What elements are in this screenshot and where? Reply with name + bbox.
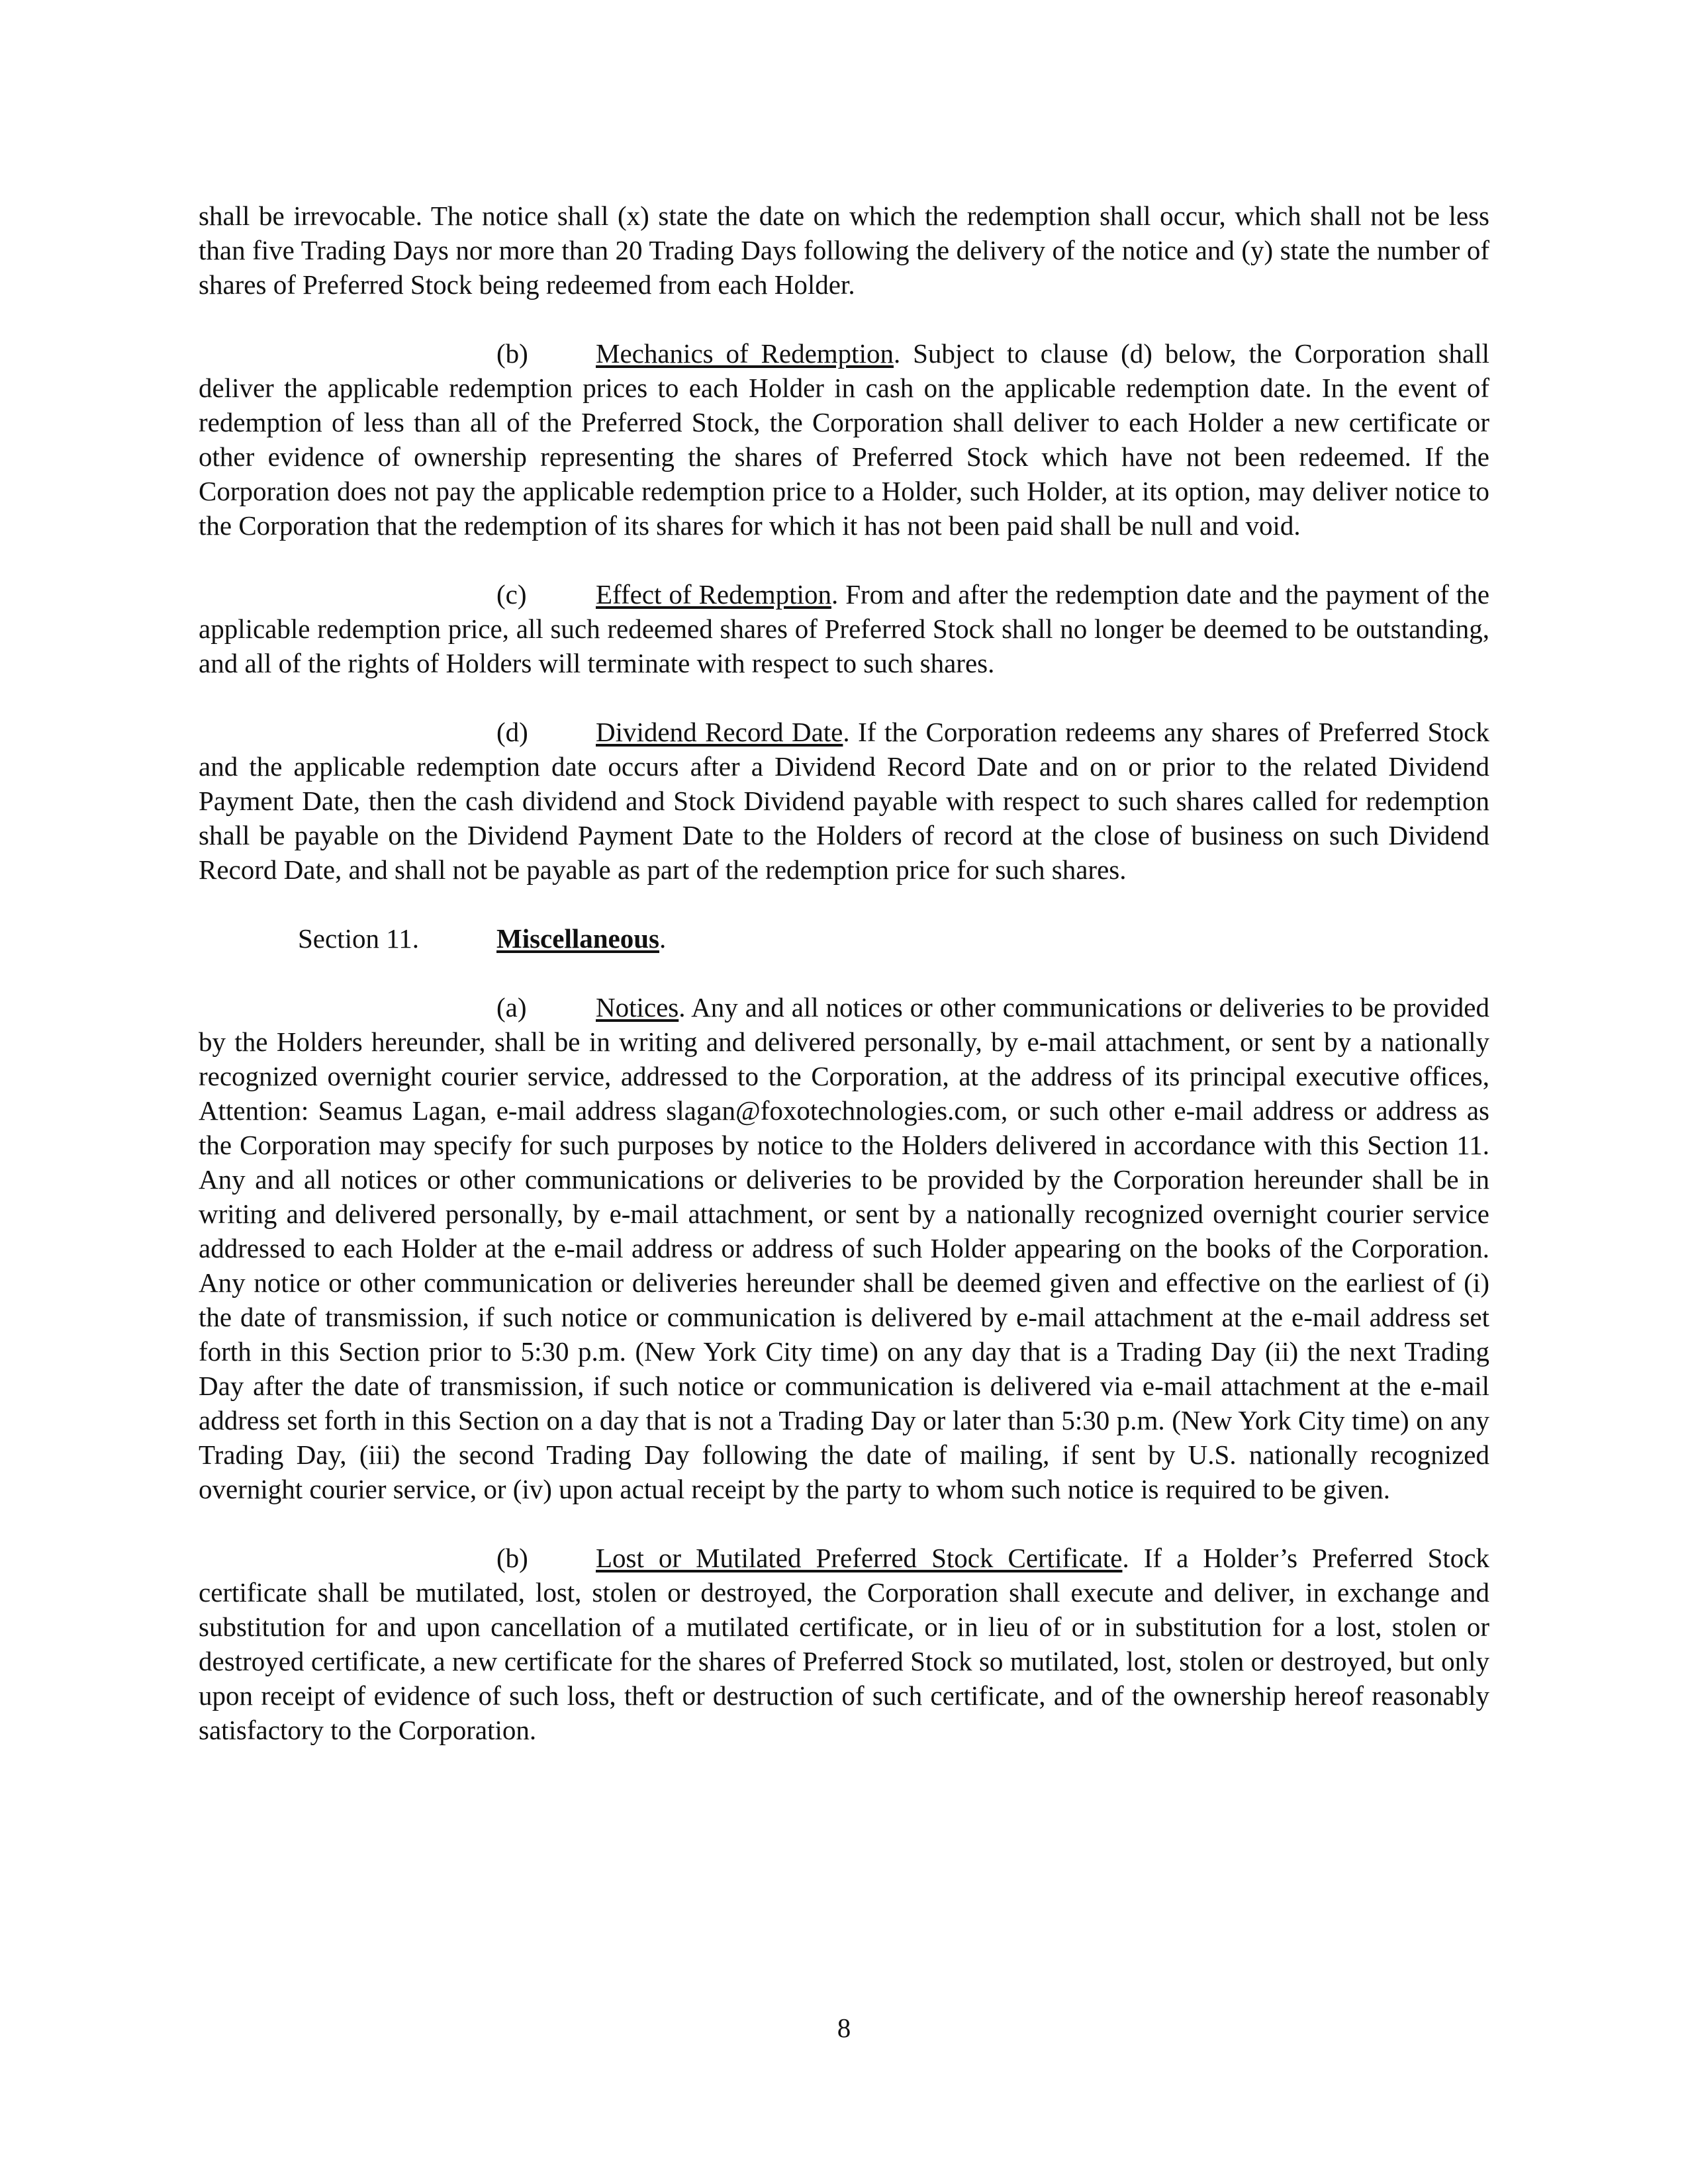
clause-label: (b) bbox=[496, 338, 528, 369]
clause-text: Subject to clause (d) below, the Corporation shall deliver the applicable redemption prices to each Holder in cash on the applicable redemption date. In the event of redemption of less than all of the Preferred Stock, the Corporation shall deliver to each Holder a new certificate or other evidence of ownership representing the shares of Preferred Stock which have not been redeemed. If the Corporation does not pay the applicable redemption price to a Holder, such Holder, at its option, may deliver notice to the Corporation that the redemption of its shares for which it has not been paid shall be null and void. bbox=[199, 338, 1489, 541]
clause-11a-notices: (a) Notices. Any and all notices or other communications or deliveries to be provided by the Holders hereunder, shall be in writing and delivered personally, by e-mail attachment, or sent by a nationally recognized overnight courier service, addressed to the Corporation, at the address of its principal executive offices, Attention: Seamus Lagan, e-mail address slagan@foxotechnologies.com, or such other e-mail address or address as the Corporation may specify for such purposes by notice to the Holders delivered in accordance with this Section 11. Any and all notices or other communications or deliveries to be provided by the Corporation hereunder shall be in writing and delivered personally, by e-mail attachment, or sent by a nationally recognized overnight courier service addressed to each Holder at the e-mail address or address of such Holder appearing on the books of the Corporation. Any notice or other communication or deliveries hereunder shall be deemed given and effective on the earliest of (i) the date of transmission, if such notice or communication is delivered by e-mail attachment at the e-mail address set forth in this Section prior to 5:30 p.m. (New York City time) on any day that is a Trading Day (ii) the next Trading Day after the date of transmission, if such notice or communication is delivered via e-mail attachment at the e-mail address set forth in this Section on a day that is not a Trading Day or later than 5:30 p.m. (New York City time) on any Trading Day, (iii) the second Trading Day following the date of mailing, if sent by U.S. nationally recognized overnight courier service, or (iv) upon actual receipt by the party to whom such notice is required to be given. bbox=[199, 990, 1489, 1506]
section-title: Miscellaneous bbox=[496, 923, 659, 954]
intro-paragraph: shall be irrevocable. The notice shall (x) state the date on which the redemption shall occur, which shall not be less than five Trading Days nor more than 20 Trading Days following the delivery of the notice and (y) state the number of shares of Preferred Stock being redeemed from each Holder. bbox=[199, 201, 1489, 300]
page-number: 8 bbox=[837, 2013, 851, 2043]
clause-10b-mechanics-of-redemption: (b) Mechanics of Redemption. Subject to clause (d) below, the Corporation shall deliver the applicable redemption prices to each Holder in cash on the applicable redemption date. In the event of redemption of less than all of the Preferred Stock, the Corporation shall deliver to each Holder a new certificate or other evidence of ownership representing the shares of Preferred Stock which have not been redeemed. If the Corporation does not pay the applicable redemption price to a Holder, such Holder, at its option, may deliver notice to the Corporation that the redemption of its shares for which it has not been paid shall be null and void. bbox=[199, 336, 1489, 543]
clause-label: (c) bbox=[496, 579, 527, 610]
section-11-heading: Section 11. Miscellaneous. bbox=[199, 921, 1489, 956]
document-page bbox=[199, 199, 1489, 1747]
clause-label: (a) bbox=[496, 992, 527, 1023]
clause-heading: Mechanics of Redemption bbox=[596, 338, 894, 369]
clause-text: If a Holder’s Preferred Stock certificate shall be mutilated, lost, stolen or destroyed, the Corporation shall execute and deliver, in exchange and substitution for and upon cancellation of a mutilated certificate, or in lieu of or in substitution for a lost, stolen or destroyed certificate, a new certificate for the shares of Preferred Stock so mutilated, lost, stolen or destroyed, but only upon receipt of evidence of such loss, theft or destruction of such certificate, and of the ownership hereof reasonably satisfactory to the Corporation. bbox=[199, 1543, 1490, 1745]
clause-10d-dividend-record-date: (d) Dividend Record Date. If the Corporation redeems any shares of Preferred Stock and the applicable redemption date occurs after a Dividend Record Date and on or prior to the related Dividend Payment Date, then the cash dividend and Stock Dividend payable with respect to such shares called for redemption shall be payable on the Dividend Payment Date to the Holders of record at the close of business on such Dividend Record Date, and shall not be payable as part of the redemption price for such shares. bbox=[199, 715, 1489, 887]
section-number: Section 11. bbox=[298, 923, 419, 954]
clause-heading: Notices bbox=[596, 992, 679, 1023]
clause-label: (d) bbox=[496, 717, 528, 747]
clause-text: If the Corporation redeems any shares of Preferred Stock and the applicable redemption date occurs after a Dividend Record Date and on or prior to the related Dividend Payment Date, then the cash dividend and Stock Dividend payable with respect to such shares called for redemption shall be payable on the Dividend Payment Date to the Holders of record at the close of business on such Dividend Record Date, and shall not be payable as part of the redemption price for such shares. bbox=[199, 717, 1490, 885]
clause-heading: Effect of Redemption bbox=[596, 579, 831, 610]
clause-10c-effect-of-redemption: (c) Effect of Redemption. From and after the redemption date and the payment of the applicable redemption price, all such redeemed shares of Preferred Stock shall no longer be deemed to be outstanding, and all of the rights of Holders will terminate with respect to such shares. bbox=[199, 577, 1489, 680]
clause-label: (b) bbox=[496, 1543, 528, 1573]
clause-heading: Dividend Record Date bbox=[596, 717, 843, 747]
clause-11b-lost-certificate: (b) Lost or Mutilated Preferred Stock Certificate. If a Holder’s Preferred Stock certificate shall be mutilated, lost, stolen or destroyed, the Corporation shall execute and deliver, in exchange and substitution for and upon cancellation of a mutilated certificate, or in lieu of or in substitution for a lost, stolen or destroyed certificate, a new certificate for the shares of Preferred Stock so mutilated, lost, stolen or destroyed, but only upon receipt of evidence of such loss, theft or destruction of such certificate, and of the ownership hereof reasonably satisfactory to the Corporation. bbox=[199, 1541, 1489, 1747]
clause-text: Any and all notices or other communications or deliveries to be provided by the Holders hereunder, shall be in writing and delivered personally, by e-mail attachment, or sent by a nationally recognized overnight courier service, addressed to the Corporation, at the address of its principal executive offices, Attention: Seamus Lagan, e-mail address slagan@foxotechnologies.com, or such other e-mail address or address as the Corporation may specify for such purposes by notice to the Holders delivered in accordance with this Section 11. Any and all notices or other communications or deliveries to be provided by the Corporation hereunder shall be in writing and delivered personally, by e-mail attachment, or sent by a nationally recognized overnight courier service addressed to each Holder at the e-mail address or address of such Holder appearing on the books of the Corporation. Any notice or other communication or deliveries hereunder shall be deemed given and effective on the earliest of (i) the date of transmission, if such notice or communication is delivered by e-mail attachment at the e-mail address set forth in this Section prior to 5:30 p.m. (New York City time) on any day that is a Trading Day (ii) the next Trading Day after the date of transmission, if such notice or communication is delivered via e-mail attachment at the e-mail address set forth in this Section on a day that is not a Trading Day or later than 5:30 p.m. (New York City time) on any Trading Day, (iii) the second Trading Day following the date of mailing, if sent by U.S. nationally recognized overnight courier service, or (iv) upon actual receipt by the party to whom such notice is required to be given. bbox=[199, 992, 1489, 1504]
clause-text: From and after the redemption date and the payment of the applicable redemption price, all such redeemed shares of Preferred Stock shall no longer be deemed to be outstanding, and all of the rights of Holders will terminate with respect to such shares. bbox=[199, 579, 1490, 678]
clause-heading: Lost or Mutilated Preferred Stock Certificate bbox=[596, 1543, 1123, 1573]
